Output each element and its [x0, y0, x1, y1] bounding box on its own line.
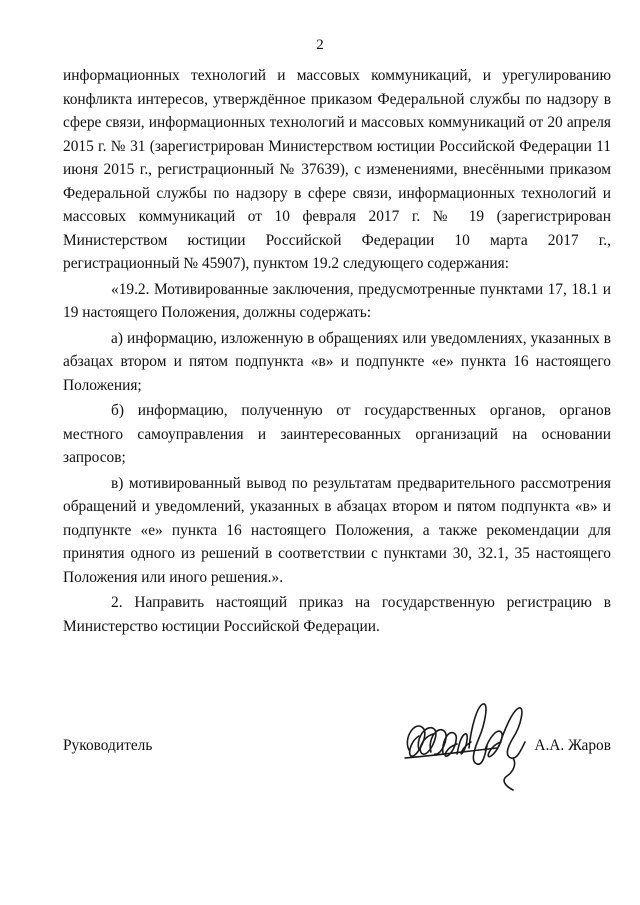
signatory-position: Руководитель — [63, 737, 153, 754]
document-body — [63, 64, 611, 638]
paragraph-item-b: б) информацию, полученную от государственных органов, органов местного самоуправления и заинтересованных организаций на основании запросов; — [63, 402, 611, 466]
paragraph-item-a: а) информацию, изложенную в обращениях или уведомлениях, указанных в абзацах втором и пятом подпункта «в» и подпункте «е» пункта 16 настоящего Положения; — [63, 329, 611, 394]
signature-block — [63, 698, 611, 808]
page-number: 2 — [316, 37, 324, 53]
paragraph-continuation: информационных технологий и массовых коммуникаций, и урегулированию конфликта интересов, утверждённое приказом Федеральной службы по надзору в сфере связи, информационных технологий и массовых коммуникаций от 20 апреля 2015 г. № 31 (зарегистрирован Министерством юстиции Российской Федерации 11 июня 2015 г., регистрационный № 37639), с изменениями, внесёнными приказом Федеральной службы по надзору в сфере связи, информационных технологий и массовых коммуникаций от 10 февраля 2017 г. № 19 (зарегистрирован Министерством юстиции Российской Федерации 10 марта 2017 г., регистрационный № 45907), пунктом 19.2 следующего содержания: — [63, 67, 611, 272]
paragraph-point-2: 2. Направить настоящий приказ на государственную регистрацию в Министерство юстиции Российской Федерации. — [63, 594, 611, 635]
paragraph-item-v: в) мотивированный вывод по результатам предварительного рассмотрения обращений и уведомлений, указанных в абзацах втором и пятом подпункта «в» и подпункте «е» пункта 16 настоящего Положения, а также рекомендации для принятия одного из решений в соответствии с пунктами 30, 32.1, 35 настоящего Положения или иного решения.». — [63, 474, 611, 586]
handwritten-signature — [401, 698, 541, 802]
paragraph-clause-19-2: «19.2. Мотивированные заключения, предусмотренные пунктами 17, 18.1 и 19 настоящего Положения, должны содержать: — [63, 280, 611, 321]
signatory-name: А.А. Жаров — [534, 737, 611, 754]
